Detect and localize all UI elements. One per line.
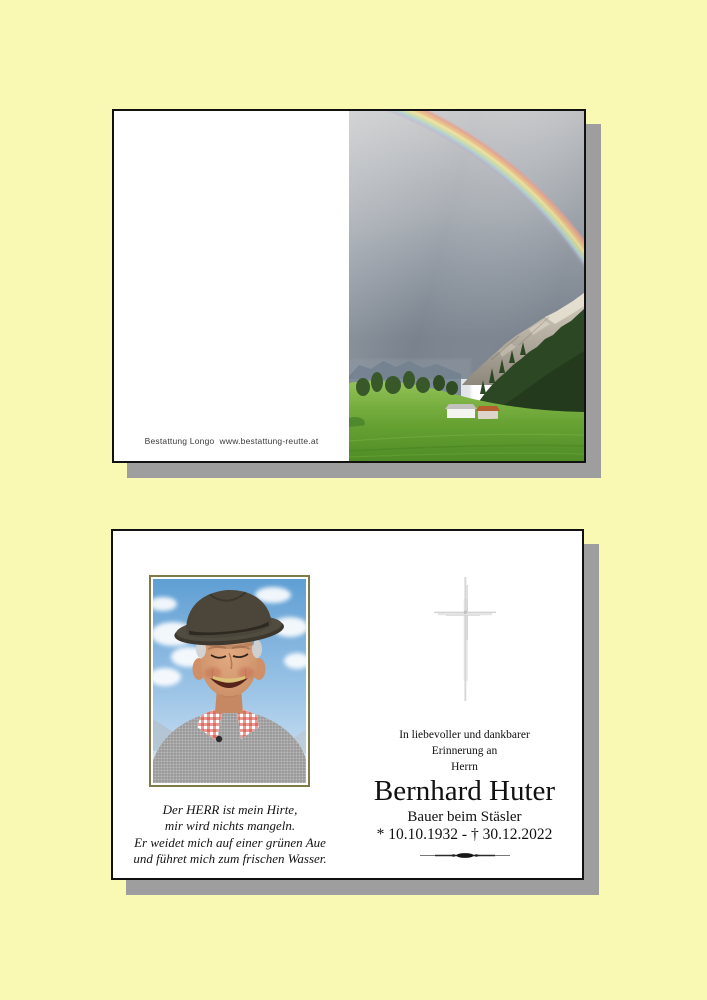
salutation: Herrn	[451, 761, 478, 773]
funeral-home-credit: Bestattung Longo www.bestattung-reutte.at	[144, 436, 319, 446]
memorial-card-front	[111, 529, 584, 880]
deceased-portrait	[153, 579, 306, 783]
portrait-photo	[149, 575, 310, 787]
divider-flourish-icon	[347, 851, 582, 860]
cardigan-button	[216, 736, 222, 742]
cross-icon	[432, 575, 498, 703]
psalm-line: mir wird nichts mangeln.	[164, 818, 296, 834]
psalm-verse	[113, 802, 347, 867]
farmhouse	[445, 404, 500, 419]
alpine-rainbow-photo	[349, 111, 584, 461]
memorial-text-block	[347, 727, 582, 860]
memorial-card-back	[112, 109, 586, 463]
memorial-intro-line-1: In liebevoller und dankbarer	[399, 729, 530, 741]
card-front-right-panel	[347, 531, 582, 878]
house-name: Bauer beim Stäsler	[407, 809, 522, 825]
memorial-intro-line-2: Erinnerung an	[431, 745, 498, 757]
card-back-blank-panel	[114, 111, 349, 461]
deceased-name: Bernhard Huter	[373, 775, 556, 807]
psalm-line: Der HERR ist mein Hirte,	[162, 802, 298, 817]
psalm-line: und führet mich zum frischen Wasser.	[133, 850, 327, 866]
birth-death-dates: * 10.10.1932 - † 30.12.2022	[376, 826, 553, 843]
foreground-field	[349, 418, 584, 461]
psalm-line: Er weidet mich auf einer grünen Aue	[134, 834, 326, 850]
landscape-photo	[349, 111, 584, 461]
card-front-left-panel	[113, 531, 347, 878]
